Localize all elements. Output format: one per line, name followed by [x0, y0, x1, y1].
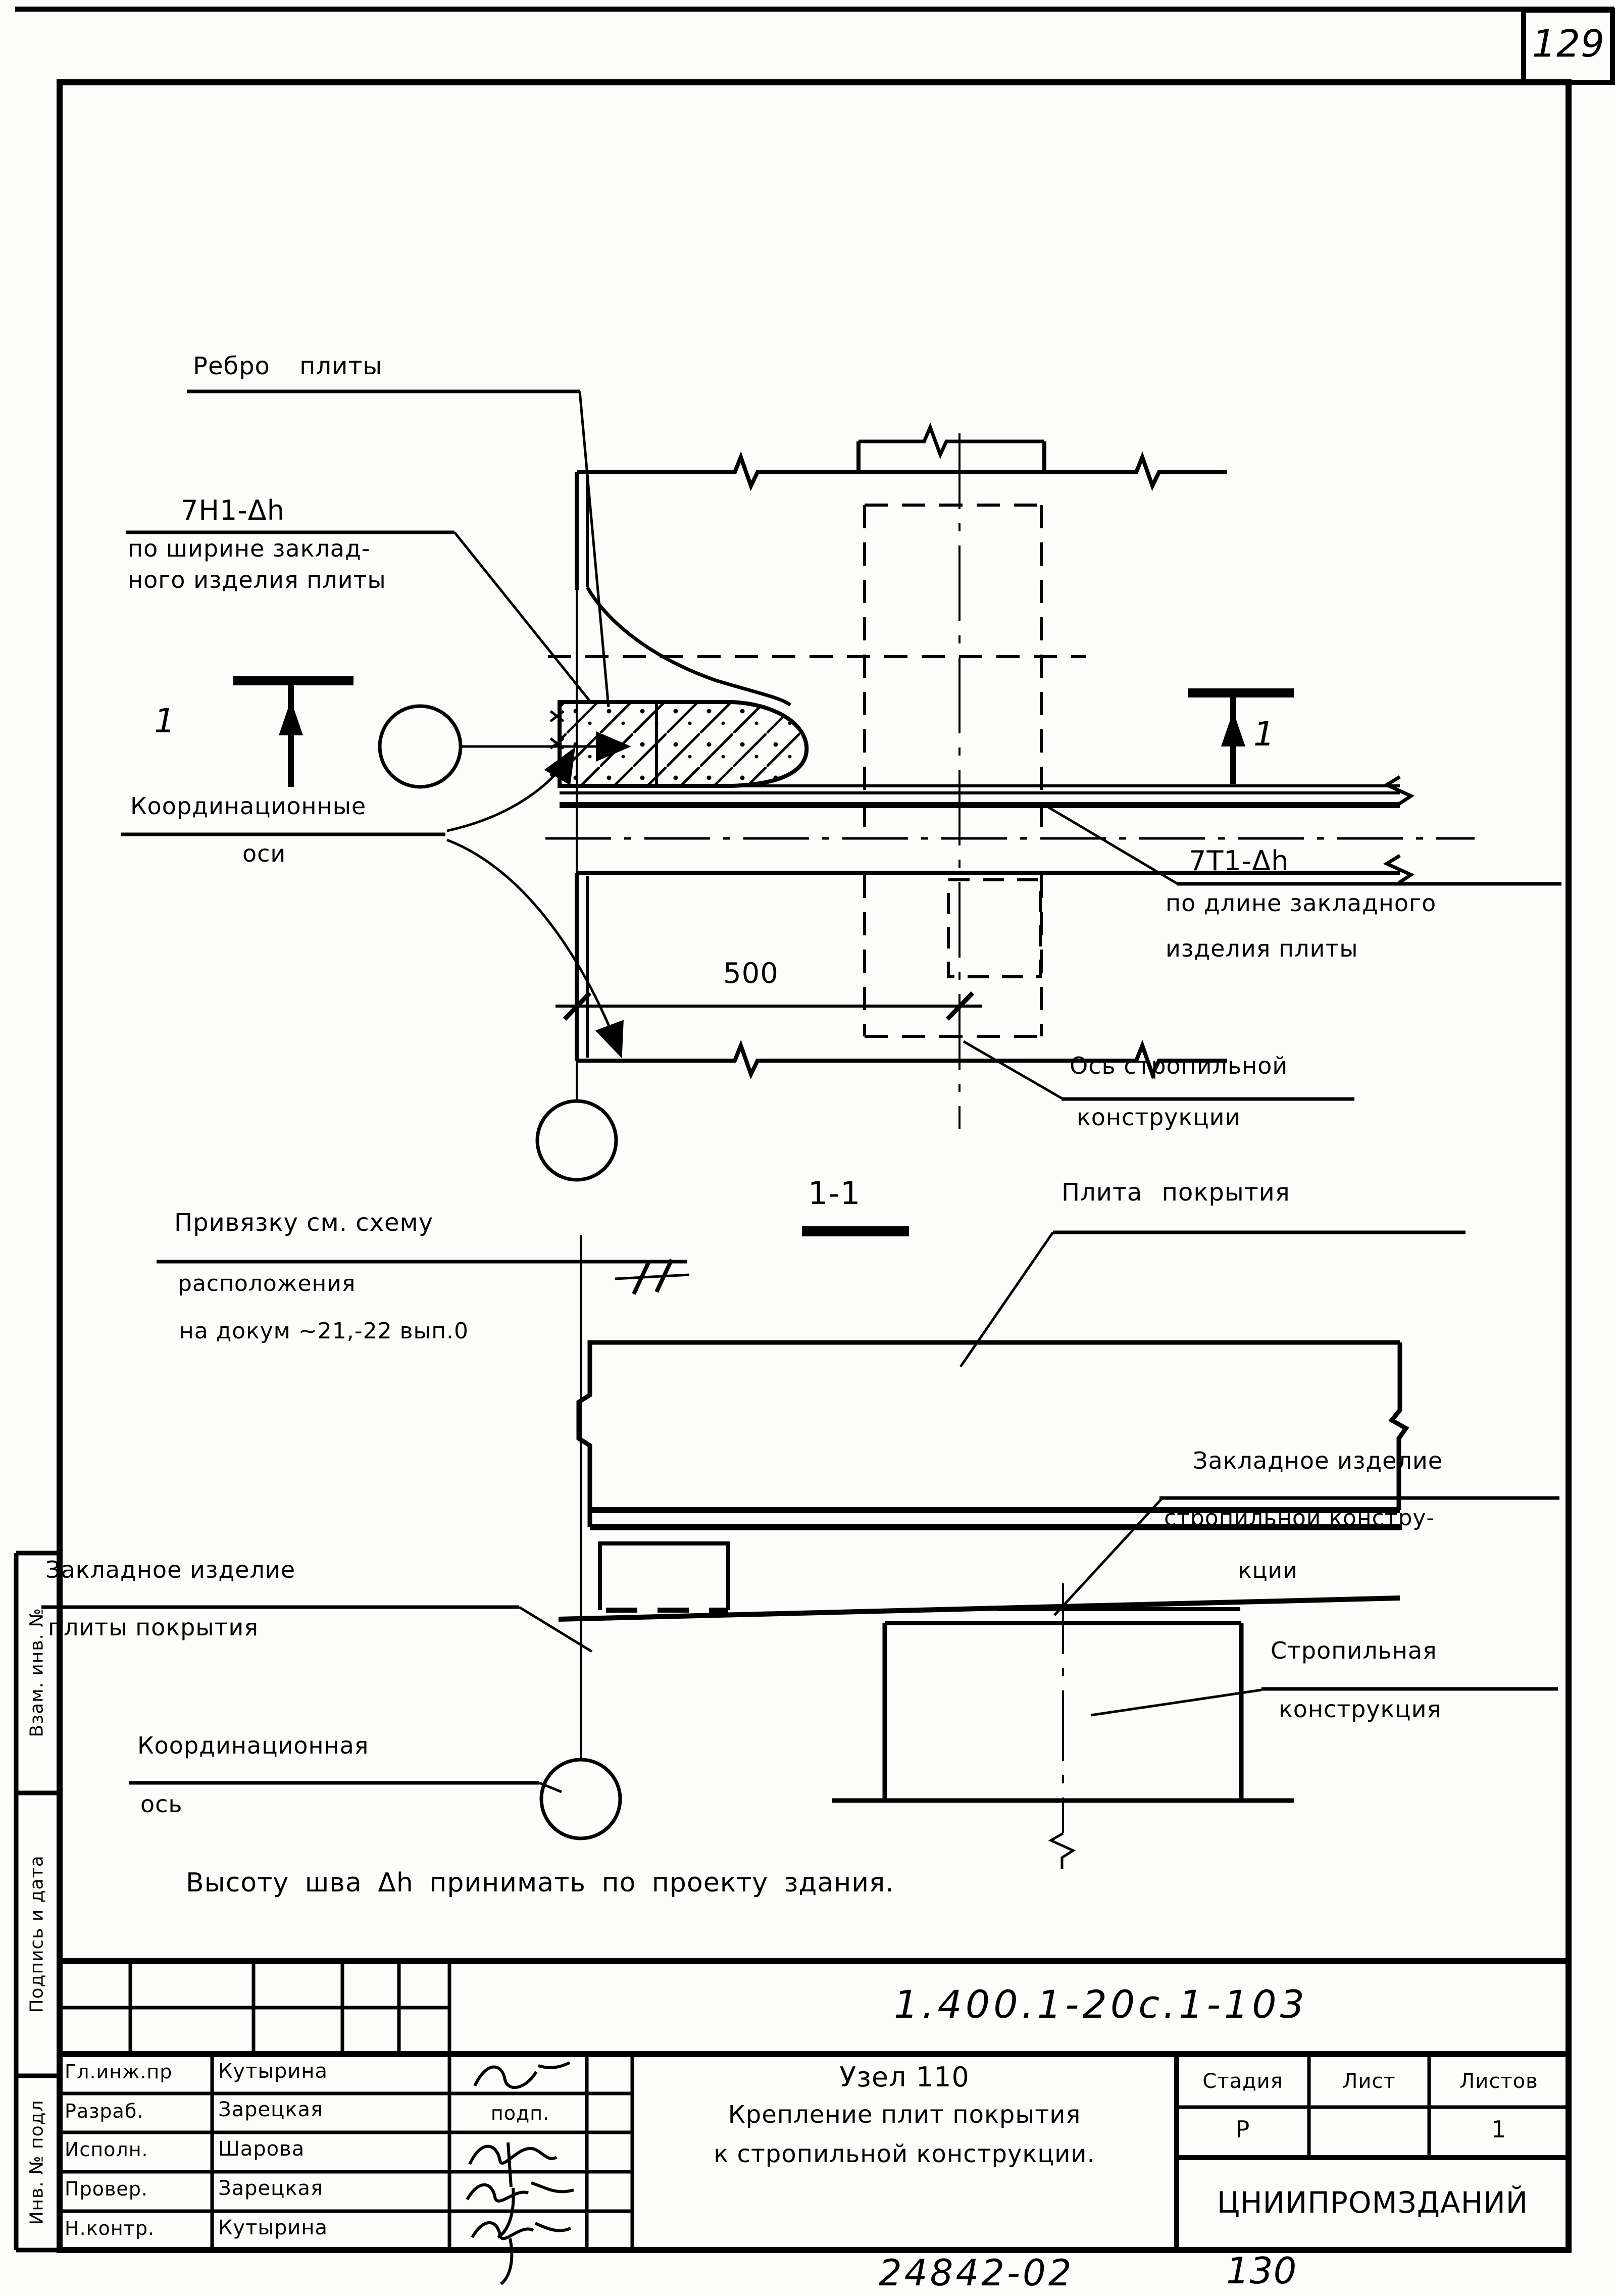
page-number: 129 — [1532, 22, 1605, 66]
footer-next-page-number: 130 — [1226, 2250, 1297, 2292]
stamp-inv-podl: Инв. № подл — [26, 2100, 47, 2225]
label-anchor-3: на докум ~21,-22 вып.0 — [179, 1318, 469, 1344]
sheets-value: 1 — [1491, 2116, 1507, 2143]
label-truss-axis-1: Ось стропильной — [1070, 1052, 1288, 1079]
section-mark-left-number: 1 — [154, 702, 176, 740]
row-name: Кутырина — [218, 2216, 328, 2239]
row-name: Зарецкая — [218, 2098, 324, 2121]
stamp-vzam-inv: Взам. инв. № — [26, 1608, 47, 1737]
label-embed-slab-1: Закладное изделие — [45, 1556, 296, 1583]
label-coord-axes-2: оси — [242, 840, 286, 867]
row-name: Шарова — [218, 2137, 305, 2161]
label-mark-7n1-desc1: по ширине заклад- — [128, 535, 371, 562]
footer-inventory-number: 24842-02 — [879, 2252, 1074, 2294]
general-note: Высоту шва Δh принимать по проекту здания. — [186, 1868, 894, 1898]
row-role: Разраб. — [65, 2100, 144, 2122]
stamp-podpis-data: Подпись и дата — [26, 1855, 47, 2013]
label-mark-7n1-desc2: ного изделия плиты — [128, 566, 386, 593]
row-role: Гл.инж.пр — [65, 2061, 173, 2083]
label-mark-7t1-desc1: по длине закладного — [1166, 889, 1437, 917]
label-mark-7n1: 7Н1-Δh — [181, 494, 285, 526]
label-embed-truss-3: кции — [1238, 1558, 1298, 1583]
label-truss-axis-2: конструкции — [1077, 1104, 1241, 1131]
row-role: Исполн. — [65, 2138, 148, 2161]
label-mark-7t1: 7Т1-Δh — [1189, 845, 1289, 877]
row-signature-text: подп. — [490, 2102, 550, 2124]
organization-name: ЦНИИПРОМЗДАНИЙ — [1217, 2185, 1529, 2220]
document-number: 1.400.1-20с.1-103 — [894, 1982, 1308, 2027]
sheets-label: Листов — [1459, 2070, 1538, 2093]
label-embed-slab-2: плиты покрытия — [48, 1614, 259, 1641]
label-truss-2: конструкция — [1279, 1695, 1442, 1723]
label-slab-rib: Ребро плиты — [193, 352, 383, 380]
label-roof-slab: Плита покрытия — [1062, 1178, 1290, 1207]
label-truss-1: Стропильная — [1271, 1637, 1437, 1664]
label-embed-truss-1: Закладное изделие — [1193, 1447, 1443, 1474]
stage-value: Р — [1235, 2116, 1250, 2143]
section-title: 1-1 — [808, 1175, 861, 1212]
label-embed-truss-2: стропильной констру- — [1164, 1505, 1435, 1531]
sheet-label: Лист — [1342, 2070, 1396, 2093]
label-coord-axis-1: Координационная — [137, 1732, 369, 1759]
row-name: Зарецкая — [218, 2177, 324, 2200]
section-mark-right-number: 1 — [1253, 715, 1275, 754]
label-anchor-1: Привязку см. схему — [174, 1209, 434, 1237]
title-block-node: Узел 110 — [839, 2061, 970, 2093]
row-role: Н.контр. — [65, 2217, 155, 2239]
row-role: Провер. — [65, 2178, 148, 2200]
label-coord-axis-2: ось — [140, 1790, 183, 1818]
dimension-500: 500 — [723, 957, 779, 990]
label-mark-7t1-desc2: изделия плиты — [1166, 935, 1358, 962]
label-coord-axes-1: Координационные — [130, 792, 367, 820]
label-anchor-2: расположения — [178, 1271, 356, 1296]
stage-label: Стадия — [1202, 2070, 1283, 2093]
title-block-title-1: Крепление плит покрытия — [728, 2101, 1081, 2129]
title-block-title-2: к стропильной конструкции. — [714, 2140, 1095, 2168]
row-name: Кутырина — [218, 2060, 328, 2083]
